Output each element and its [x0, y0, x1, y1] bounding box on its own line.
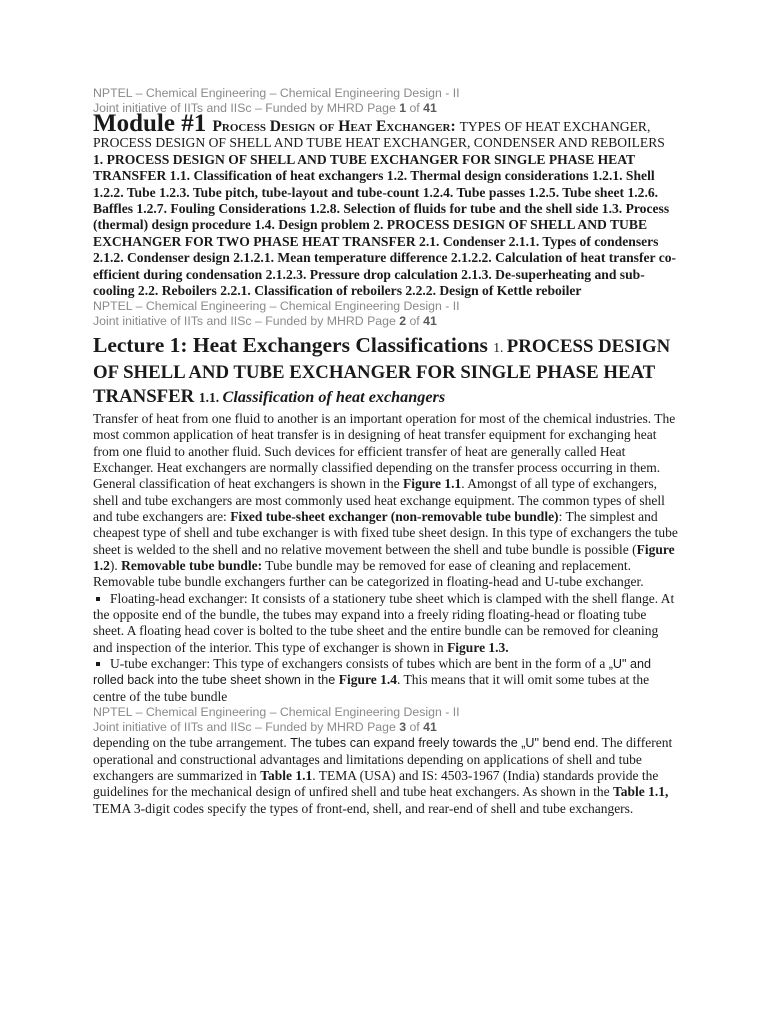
figure-ref: Figure 1.1	[403, 476, 462, 492]
subsection-heading: Classification of heat exchangers	[222, 388, 446, 407]
page-total: 41	[423, 720, 437, 735]
header-course-line: NPTEL – Chemical Engineering – Chemical Engineering Design - II	[93, 86, 460, 100]
page-header-2	[93, 299, 678, 329]
table-ref: Table 1.1	[260, 767, 313, 783]
module-topics: TYPES OF HEAT EXCHANGER, PROCESS DESIGN OF SHELL AND TUBE HEAT EXCHANGER, CONDENSER AND REBOILERS	[93, 119, 665, 151]
section-number: 1.	[493, 340, 507, 356]
module-subtitle: Process Design of Heat Exchanger	[212, 118, 451, 135]
section-heading: PROCESS DESIGN OF SHELL AND TUBE EXCHANGER FOR SINGLE PHASE HEAT TRANSFER	[93, 336, 671, 408]
header-of: of	[406, 101, 424, 115]
subsection-number: 1.1.	[198, 390, 223, 406]
text: The different operational and constructional advantages and limitations depending on applications of shell and tube exchangers are summarized in	[93, 735, 673, 783]
module-title: Module #1	[93, 110, 213, 137]
header-page-line	[93, 720, 678, 735]
header-text: Joint initiative of IITs and IISc – Funded by MHRD Page	[93, 720, 400, 735]
page-total: 41	[423, 101, 437, 115]
page-total: 41	[423, 314, 437, 329]
term-removable-bundle: Removable tube bundle:	[121, 558, 263, 574]
text: Tube bundle may be removed for ease of cleaning and replacement. Removable tube bundle exchangers further can be categorized in floating-head and U-tube exchanger.	[93, 558, 644, 590]
header-text: Joint initiative of IITs and IISc – Funded by MHRD Page	[93, 314, 400, 329]
header-course-line: NPTEL – Chemical Engineering – Chemical Engineering Design - II	[93, 299, 460, 314]
page-header-3	[93, 705, 678, 735]
figure-ref: Figure 1.4	[338, 672, 397, 688]
list-item-u-tube	[93, 656, 678, 705]
header-of: of	[406, 314, 424, 329]
page-number: 1	[399, 101, 407, 115]
text: . TEMA (USA) and IS: 4503-1967 (India) standards provide the guidelines for the mechanical design of unfired shell and tube heat exchangers. As shown in the	[93, 767, 659, 800]
page-number: 2	[399, 314, 407, 329]
paragraph-classification	[93, 411, 678, 591]
lecture-heading	[93, 333, 678, 411]
bullet-square-icon	[96, 662, 100, 666]
header-course-line: NPTEL – Chemical Engineering – Chemical Engineering Design - II	[93, 705, 460, 720]
text: : The simplest and cheapest type of shell and tube exchanger is with fixed tube sheet design. In this type of exchangers the tube sheet is welded to the shell and no relative movement between the shell and tube bundle is possible (	[93, 509, 678, 557]
text: . Amongst of all type of exchangers, shell and tube exchangers are most commonly used heat exchange equipment. The common types of shell and tube exchangers are:	[93, 476, 665, 525]
module-toc: 1. PROCESS DESIGN OF SHELL AND TUBE EXCHANGER FOR SINGLE PHASE HEAT TRANSFER 1.1. Classification of heat exchangers 1.2. Thermal design considerations 1.2.1. Shell 1.2.2. Tube 1.2.3. Tube pitch, tube-layout and tube-count 1.2.4. Tube passes 1.2.5. Tube sheet 1.2.6. Baffles 1.2.7. Fouling Considerations 1.2.8. Selection of fluids for tube and the shell side 1.3. Process (thermal) design procedure 1.4. Design problem 2. PROCESS DESIGN OF SHELL AND TUBE EXCHANGER FOR TWO PHASE HEAT TRANSFER 2.1. Condenser 2.1.1. Types of condensers 2.1.2. Condenser design 2.1.2.1. Mean temperature difference 2.1.2.2. Calculation of heat transfer co-efficient during condensation 2.1.2.3. Pressure drop calculation 2.1.3. De-superheating and sub-cooling 2.2. Reboilers 2.2.1. Classification of reboilers 2.2.2. Design of Kettle reboiler	[93, 151, 677, 299]
figure-ref: Figure 1.2	[93, 541, 675, 574]
text: depending on the tube arrangement.	[93, 735, 291, 751]
module-contents	[93, 110, 678, 299]
header-of: of	[406, 720, 424, 735]
header-text: Joint initiative of IITs and IISc – Funded by MHRD Page	[93, 101, 400, 115]
bullet-square-icon	[96, 597, 100, 601]
text: U-tube exchanger: This type of exchangers consists of tubes which are bent in the form of a	[110, 656, 609, 672]
text: . This means that it will omit some tubes at the centre of the tube bundle	[93, 672, 650, 704]
table-ref: Table 1.1,	[612, 784, 669, 800]
term-fixed-tube-sheet: Fixed tube-sheet exchanger (non-removable tube bundle)	[230, 509, 559, 525]
list-item-floating-head	[93, 591, 678, 656]
text: ).	[109, 558, 122, 574]
lecture-title: Lecture 1: Heat Exchangers Classifications	[93, 333, 494, 358]
header-page-line	[93, 314, 678, 329]
text: The tubes can expand freely towards the „U" bend end.	[290, 736, 599, 751]
text: „U" and rolled back into the tube sheet shown in the	[93, 657, 652, 688]
page-number: 3	[399, 720, 407, 735]
text: TEMA 3-digit codes specify the types of front-end, shell, and rear-end of shell and tube exchangers.	[93, 800, 634, 816]
document-page	[93, 86, 678, 817]
text: Transfer of heat from one fluid to another is an important operation for most of the chemical industries. The most common application of heat transfer is in designing of heat transfer equipment for exchanging heat from one fluid to another fluid. Such devices for efficient transfer of heat are generally called Heat Exchanger. Heat exchangers are normally classified depending on the transfer process occurring in them. General classification of heat exchangers is shown in the	[93, 410, 676, 492]
module-colon: :	[450, 118, 460, 135]
text: Floating-head exchanger: It consists of a stationery tube sheet which is clamped with the shell flange. At the opposite end of the bundle, the tubes may expand into a freely riding floating-head or floating tube sheet. A floating head cover is bolted to the tube sheet and the entire bundle can be removed for cleaning and inspection of the interior. This type of exchanger is shown in	[93, 590, 675, 655]
figure-ref: Figure 1.3.	[447, 639, 509, 655]
paragraph-applications	[93, 735, 678, 817]
